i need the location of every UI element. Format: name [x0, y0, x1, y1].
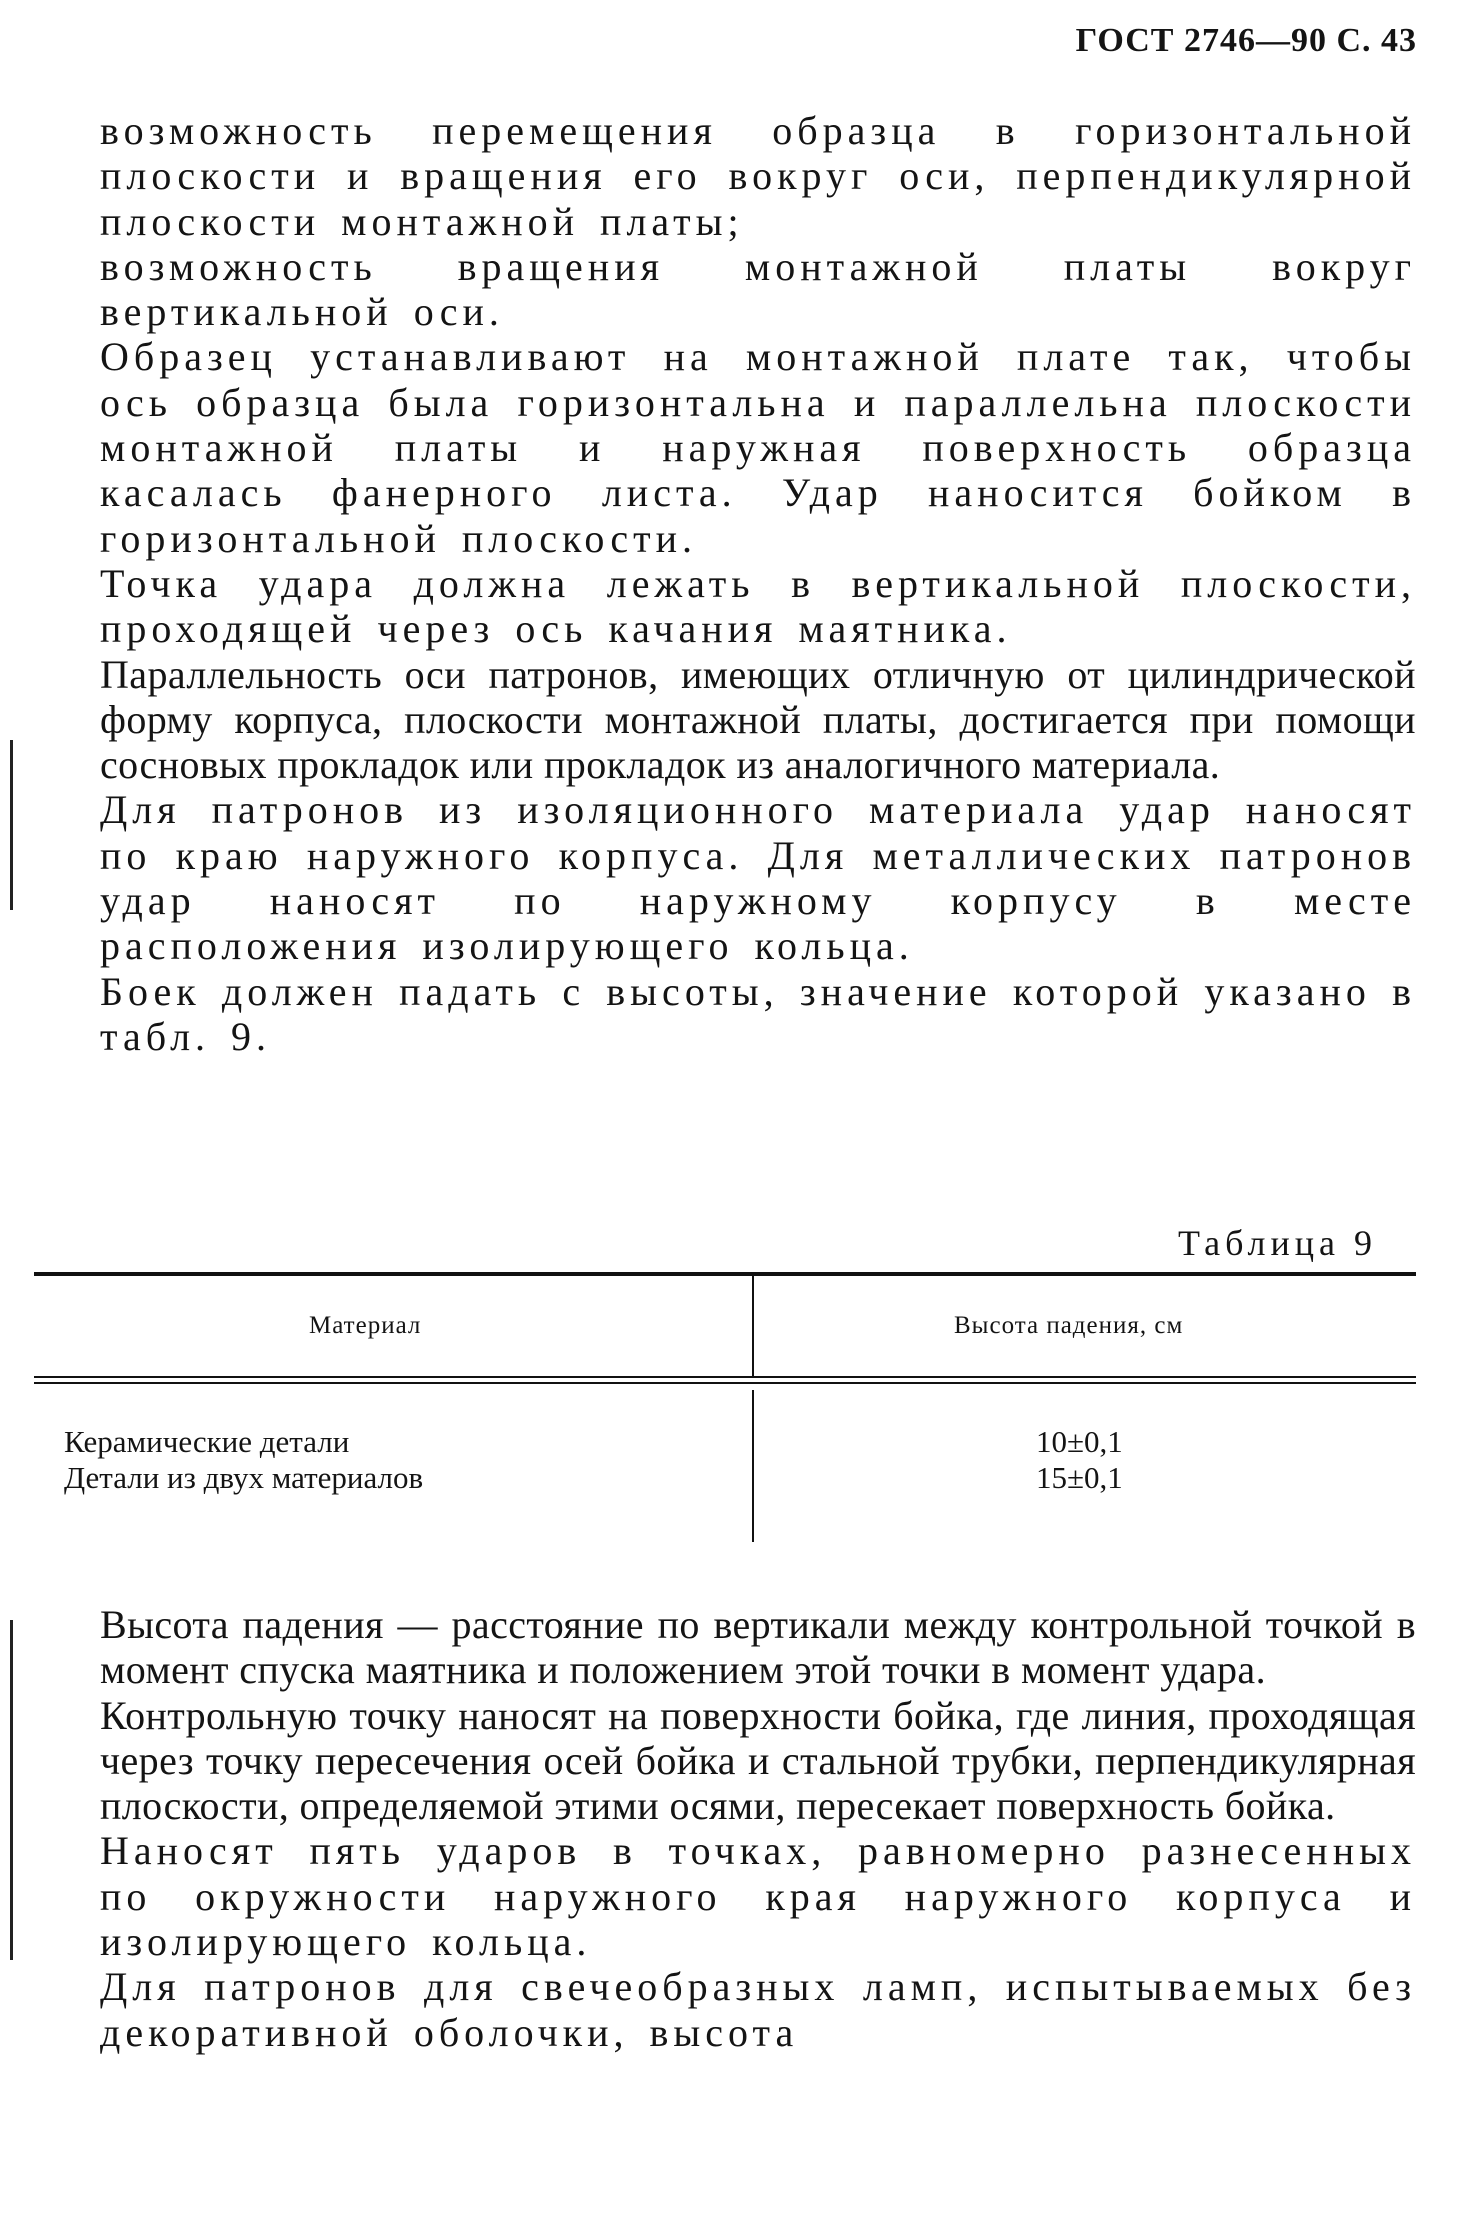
data-table — [34, 1272, 1416, 1572]
paragraph: Наносят пять ударов в точках, равномерно разнесенных по окружности наружного края наружного корпуса и изолирующего кольца. — [100, 1828, 1416, 1965]
table-cell-material: Детали из двух материалов — [64, 1460, 424, 1495]
paragraph: Боек должен падать с высоты, значение которой указано в табл. 9. — [100, 968, 1416, 1059]
paragraph: Параллельность оси патронов, имеющих отличную от цилиндрической форму корпуса, плоскости монтажной платы, достигается при помощи сосновых прокладок или прокладок из аналогичного материала. — [100, 651, 1416, 788]
table-caption: Таблица 9 — [1178, 1223, 1377, 1263]
paragraph: Образец устанавливают на монтажной плате так, чтобы ось образца была горизонтальна и параллельна плоскости монтажной платы и наружная поверхность образца касалась фанерного листа. Удар наносится бойком в горизонтальной плоскости. — [100, 334, 1416, 561]
revision-bar — [10, 740, 13, 910]
paragraph: возможность перемещения образца в горизонтальной плоскости и вращения его вокруг оси, перпендикулярной плоскости монтажной платы; — [100, 108, 1416, 244]
page-header: ГОСТ 2746—90 С. 43 — [1075, 22, 1417, 59]
table-cell-height: 15±0,1 — [1036, 1460, 1123, 1495]
paragraph: Контрольную точку наносят на поверхности бойка, где линия, проходящая через точку пересечения осей бойка и стальной трубки, перпендикулярная плоскости, определяемой этими осями, пересекает поверхность бойка. — [100, 1692, 1416, 1829]
table-header-rule — [34, 1382, 1416, 1384]
paragraph: возможность вращения монтажной платы вокруг вертикальной оси. — [100, 243, 1416, 335]
text-block-bottom — [100, 1602, 1416, 2055]
table-header-material: Материал — [309, 1312, 422, 1339]
table-column-divider — [752, 1276, 754, 1376]
table-cell-material: Керамические детали — [64, 1424, 350, 1459]
table-cell-height: 10±0,1 — [1036, 1424, 1123, 1459]
paragraph: Для патронов из изоляционного материала удар наносят по краю наружного корпуса. Для металлических патронов удар наносят по наружному корпусу в месте расположения изолирующего кольца. — [100, 787, 1416, 969]
table-header-height: Высота падения, см — [954, 1312, 1184, 1339]
table-top-rule — [34, 1272, 1416, 1276]
table-column-divider — [752, 1390, 754, 1542]
paragraph: Точка удара должна лежать в вертикальной плоскости, проходящей через ось качания маятника. — [100, 560, 1416, 652]
text-block-top — [100, 108, 1416, 1059]
table-header-rule — [34, 1376, 1416, 1378]
paragraph: Высота падения — расстояние по вертикали между контрольной точкой в момент спуска маятника и положением этой точки в момент удара. — [100, 1602, 1416, 1693]
revision-bar — [10, 1620, 13, 1960]
paragraph: Для патронов для свечеобразных ламп, испытываемых без декоративной оболочки, высота — [100, 1964, 1416, 2055]
